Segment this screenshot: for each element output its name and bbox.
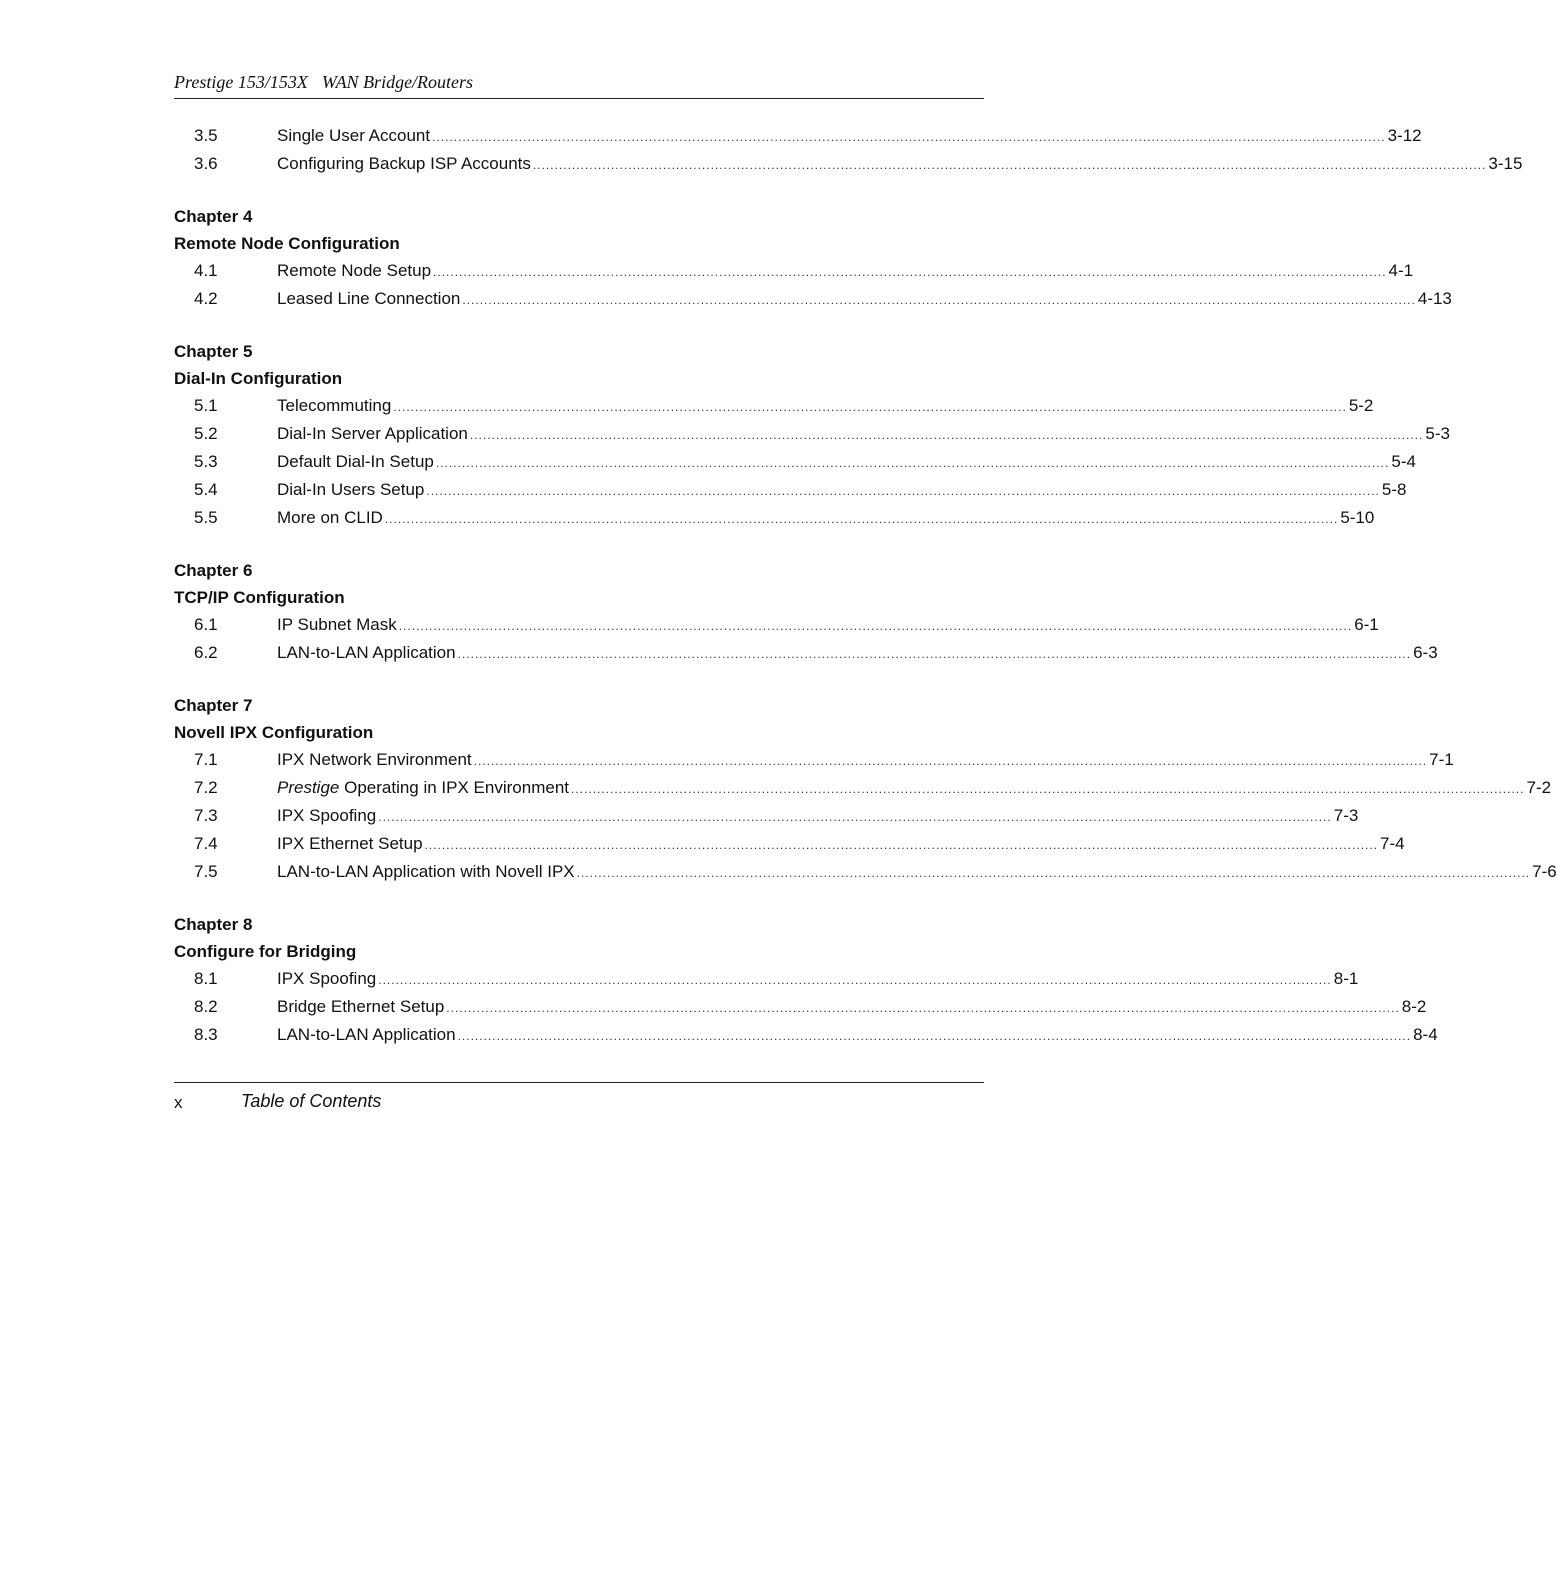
- entry-number: 5.2: [194, 424, 218, 443]
- dot-leader: ............................................................................................................................................................................................................................: [398, 619, 1353, 633]
- dot-leader: ............................................................................................................................................................................................................................: [576, 866, 1531, 880]
- chapter-label: Chapter 7: [174, 696, 253, 715]
- footer-page-number: x: [174, 1093, 183, 1112]
- entry-page-number: 5-3: [1425, 424, 1450, 443]
- entry-title: IPX Network Environment: [277, 750, 472, 769]
- entry-number: 5.3: [194, 452, 218, 471]
- entry-title: Dial-In Users Setup: [277, 480, 425, 499]
- chapter-section: [174, 203, 1452, 313]
- entry-title: IP Subnet Mask: [277, 615, 397, 634]
- toc-entry[interactable]: [174, 830, 1405, 858]
- entry-title: LAN-to-LAN Application with Novell IPX: [277, 862, 575, 881]
- entry-page-number: 3-12: [1387, 126, 1422, 145]
- header-product-type: WAN Bridge/Routers: [321, 72, 474, 92]
- entry-page-number: 7-3: [1333, 806, 1359, 825]
- entry-page-number: 8-4: [1413, 1025, 1438, 1044]
- dot-leader: ............................................................................................................................................................................................................................: [473, 754, 1428, 768]
- table-of-contents: [174, 122, 1557, 1074]
- entry-page-number: 7-6: [1532, 862, 1557, 881]
- entry-title: More on CLID: [277, 508, 383, 527]
- entry-title: Remote Node Setup: [277, 261, 432, 280]
- entry-page-number: 4-13: [1417, 289, 1452, 308]
- dot-leader: ............................................................................................................................................................................................................................: [462, 293, 1416, 307]
- entry-title-text: Operating in IPX Environment: [339, 778, 569, 797]
- entry-number: 6.2: [194, 643, 218, 662]
- entry-page-number: 5-10: [1340, 508, 1375, 527]
- toc-entry[interactable]: [174, 420, 1450, 448]
- chapter-section: [174, 911, 1438, 1049]
- chapter-title[interactable]: TCP/IP Configuration: [174, 588, 345, 607]
- chapter-label: Chapter 8: [174, 915, 253, 934]
- entry-number: 7.4: [194, 834, 218, 853]
- dot-leader: ............................................................................................................................................................................................................................: [393, 400, 1347, 414]
- dot-leader: ............................................................................................................................................................................................................................: [378, 973, 1332, 987]
- chapter-label: Chapter 5: [174, 342, 253, 361]
- entry-title: Single User Account: [277, 126, 431, 145]
- entry-number: 8.2: [194, 997, 218, 1016]
- page-footer: [174, 1082, 984, 1112]
- entry-page-number: 4-1: [1388, 261, 1414, 280]
- entry-number: 4.2: [194, 289, 218, 308]
- chapter-title[interactable]: Dial-In Configuration: [174, 369, 343, 388]
- dot-leader: ............................................................................................................................................................................................................................: [457, 647, 1412, 661]
- page-header: [174, 70, 984, 99]
- chapter-section: [174, 557, 1438, 667]
- header-title: [174, 72, 473, 93]
- entry-title: LAN-to-LAN Application: [277, 643, 456, 662]
- dot-leader: ............................................................................................................................................................................................................................: [446, 1001, 1400, 1015]
- entry-title: LAN-to-LAN Application: [277, 1025, 456, 1044]
- toc-entry[interactable]: [174, 774, 1552, 802]
- entry-number: 5.1: [194, 396, 218, 415]
- entry-page-number: 7-2: [1526, 778, 1552, 797]
- dot-leader: ............................................................................................................................................................................................................................: [571, 782, 1525, 796]
- entry-page-number: 5-2: [1348, 396, 1374, 415]
- toc-entry[interactable]: [174, 746, 1454, 774]
- chapter-title[interactable]: Configure for Bridging: [174, 942, 357, 961]
- dot-leader: ............................................................................................................................................................................................................................: [378, 810, 1332, 824]
- toc-entry[interactable]: [174, 392, 1374, 420]
- dot-leader: ............................................................................................................................................................................................................................: [433, 265, 1387, 279]
- toc-entry[interactable]: [174, 1021, 1438, 1049]
- toc-entry[interactable]: [174, 150, 1523, 178]
- entry-number: 4.1: [194, 261, 218, 280]
- dot-leader: ............................................................................................................................................................................................................................: [424, 838, 1379, 852]
- entry-page-number: 7-4: [1380, 834, 1405, 853]
- entry-page-number: 8-2: [1401, 997, 1427, 1016]
- dot-leader: ............................................................................................................................................................................................................................: [469, 428, 1424, 442]
- entry-page-number: 6-3: [1413, 643, 1438, 662]
- chapter-label: Chapter 6: [174, 561, 253, 580]
- toc-entry[interactable]: [174, 639, 1438, 667]
- dot-leader: ............................................................................................................................................................................................................................: [457, 1029, 1412, 1043]
- entry-page-number: 3-15: [1488, 154, 1523, 173]
- entry-number: 5.5: [194, 508, 218, 527]
- toc-entry[interactable]: [174, 476, 1407, 504]
- entry-number: 3.6: [194, 154, 218, 173]
- entry-title: IPX Spoofing: [277, 806, 377, 825]
- dot-leader: ............................................................................................................................................................................................................................: [384, 512, 1339, 526]
- chapter-label: Chapter 4: [174, 207, 253, 226]
- toc-entry[interactable]: [174, 257, 1414, 285]
- dot-leader: ............................................................................................................................................................................................................................: [435, 456, 1390, 470]
- entry-title: Dial-In Server Application: [277, 424, 468, 443]
- toc-entry[interactable]: [174, 993, 1427, 1021]
- entry-title-emphasis: Prestige: [277, 778, 340, 797]
- toc-entry[interactable]: [174, 858, 1557, 886]
- entry-number: 7.1: [194, 750, 218, 769]
- entry-title: [277, 774, 569, 802]
- toc-entry[interactable]: [174, 802, 1359, 830]
- header-product: Prestige 153/153X: [174, 72, 308, 92]
- toc-lead-section: [174, 122, 1523, 178]
- entry-title: IPX Ethernet Setup: [277, 834, 423, 853]
- entry-title: Telecommuting: [277, 396, 392, 415]
- toc-entry[interactable]: [174, 448, 1416, 476]
- entry-title: Configuring Backup ISP Accounts: [277, 154, 531, 173]
- entry-page-number: 7-1: [1429, 750, 1454, 769]
- toc-entry[interactable]: [174, 122, 1422, 150]
- entry-number: 6.1: [194, 615, 218, 634]
- entry-number: 5.4: [194, 480, 218, 499]
- toc-entry[interactable]: [174, 504, 1375, 532]
- toc-entry[interactable]: [174, 611, 1379, 639]
- entry-number: 8.3: [194, 1025, 218, 1044]
- entry-title: IPX Spoofing: [277, 969, 377, 988]
- entry-number: 7.3: [194, 806, 218, 825]
- entry-page-number: 5-4: [1391, 452, 1416, 471]
- toc-entry[interactable]: [174, 285, 1452, 313]
- entry-number: 3.5: [194, 126, 218, 145]
- dot-leader: ............................................................................................................................................................................................................................: [532, 158, 1487, 172]
- entry-number: 8.1: [194, 969, 218, 988]
- entry-title: Leased Line Connection: [277, 289, 461, 308]
- entry-page-number: 6-1: [1354, 615, 1379, 634]
- entry-number: 7.5: [194, 862, 218, 881]
- chapter-title[interactable]: Novell IPX Configuration: [174, 723, 374, 742]
- entry-title: Bridge Ethernet Setup: [277, 997, 445, 1016]
- dot-leader: ............................................................................................................................................................................................................................: [432, 130, 1386, 144]
- entry-page-number: 5-8: [1381, 480, 1407, 499]
- entry-number: 7.2: [194, 778, 218, 797]
- dot-leader: ............................................................................................................................................................................................................................: [426, 484, 1380, 498]
- entry-page-number: 8-1: [1333, 969, 1359, 988]
- footer-section-title: Table of Contents: [241, 1091, 382, 1111]
- entry-title: Default Dial-In Setup: [277, 452, 434, 471]
- chapter-section: [174, 338, 1450, 532]
- toc-entry[interactable]: [174, 965, 1359, 993]
- chapter-section: [174, 692, 1557, 886]
- chapter-title[interactable]: Remote Node Configuration: [174, 234, 400, 253]
